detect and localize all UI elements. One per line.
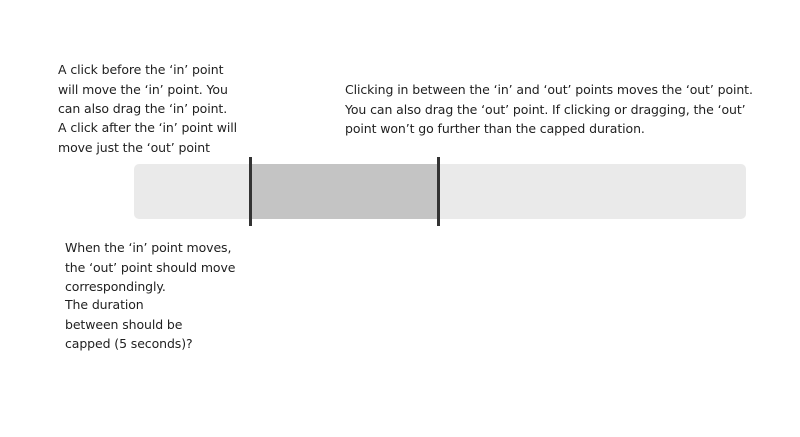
- out-point-handle[interactable]: [437, 157, 440, 226]
- annotation-click-between: Clicking in between the ‘in’ and ‘out’ points moves the ‘out’ point. You can also drag the ‘out’ point. If clicking or dragging, the ‘out’ point won’t go further than the capped duration.: [345, 82, 753, 136]
- annotation-in-point-moves: When the ‘in’ point moves, the ‘out’ point should move correspondingly.: [65, 240, 236, 294]
- in-point-handle[interactable]: [249, 157, 252, 226]
- annotation-duration-capped: The duration between should be capped (5 seconds)?: [65, 297, 193, 351]
- timeline-selection-range[interactable]: [250, 164, 438, 219]
- timeline-track[interactable]: [134, 164, 746, 219]
- annotation-click-after-in: A click after the ‘in’ point will move just the ‘out’ point: [58, 120, 237, 155]
- annotation-click-before-in: A click before the ‘in’ point will move the ‘in’ point. You can also drag the ‘in’ point.: [58, 62, 228, 116]
